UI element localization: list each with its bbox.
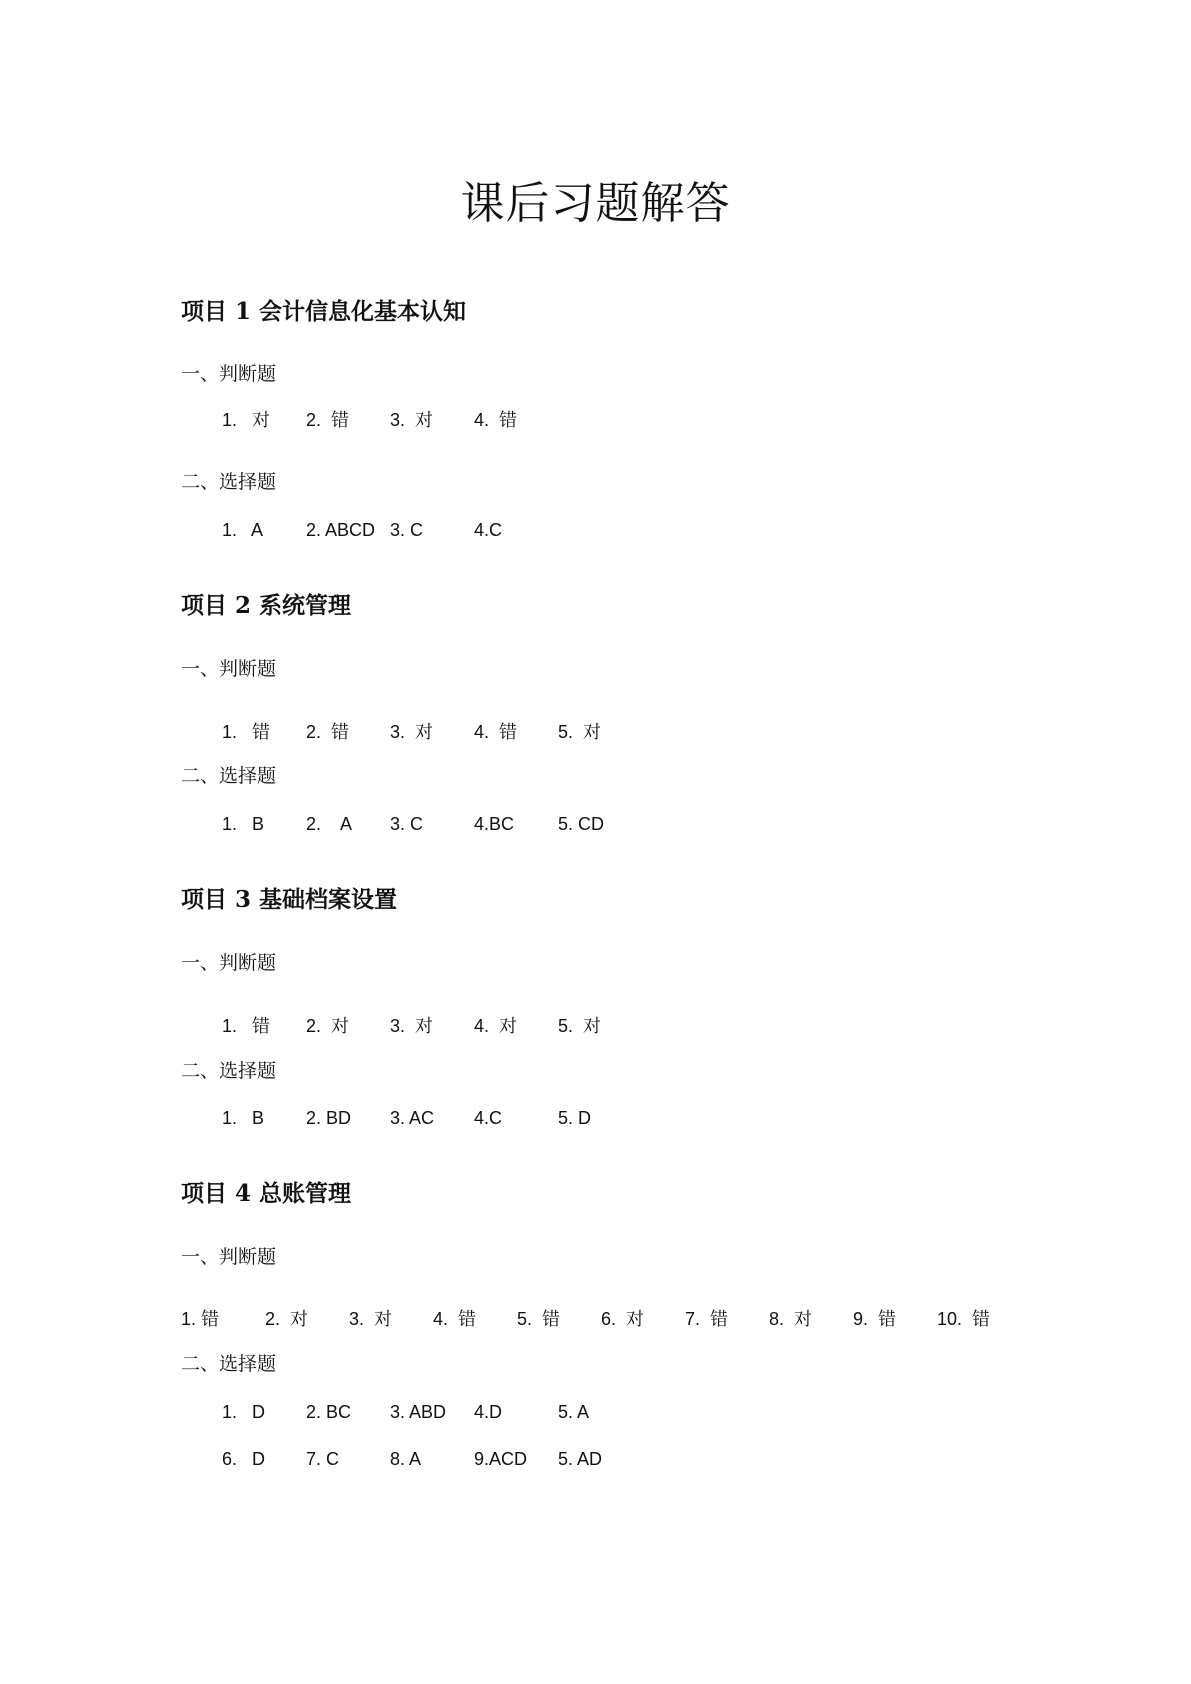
answer-item: 5. CD <box>558 814 605 834</box>
project-1-judge-answers <box>0 408 1191 432</box>
answer-item: 4. 错 <box>433 1309 477 1329</box>
answer-item: 2. ABCD <box>306 520 376 540</box>
answer-item: 1. A <box>222 520 264 540</box>
answer-item: 3. AC <box>390 1108 435 1128</box>
answer-item: 4. 错 <box>474 722 518 742</box>
project-1-choice-answers <box>0 518 1191 542</box>
answer-item: 1. B <box>222 1108 265 1128</box>
answer-item: 4. 对 <box>474 1016 518 1036</box>
project-3-heading: 项目 3 基础档案设置 <box>181 886 398 913</box>
answer-item: 5. A <box>558 1402 590 1422</box>
answer-item: 6. D <box>222 1449 266 1469</box>
answer-item: 1. 对 <box>222 410 271 430</box>
answer-item: 1. B <box>222 814 265 834</box>
project-4-judge-title: 一、判断题 <box>181 1246 277 1268</box>
answer-item: 6. 对 <box>601 1309 645 1329</box>
project-1-judge-title: 一、判断题 <box>181 363 277 385</box>
answer-item: 7. C <box>306 1449 340 1469</box>
answer-item: 8. 对 <box>769 1309 813 1329</box>
project-2-judge-title: 一、判断题 <box>181 658 277 680</box>
answer-item: 3. 对 <box>349 1309 393 1329</box>
answer-item: 3. 对 <box>390 722 434 742</box>
answer-item: 4.C <box>474 520 503 540</box>
answer-item: 8. A <box>390 1449 422 1469</box>
answer-item: 5. 错 <box>517 1309 561 1329</box>
page-title: 课后习题解答 <box>460 178 731 229</box>
project-4-choice-answers-row-1 <box>0 1400 1191 1424</box>
project-1-heading: 项目 1 会计信息化基本认知 <box>181 298 467 325</box>
answer-item: 10. 错 <box>937 1309 991 1329</box>
answer-item: 3. 对 <box>390 410 434 430</box>
answer-item: 7. 错 <box>685 1309 729 1329</box>
answer-item: 4.D <box>474 1402 503 1422</box>
answer-item: 2. 对 <box>265 1309 309 1329</box>
project-2-choice-answers <box>0 812 1191 836</box>
answer-item: 1. 错 <box>222 1016 271 1036</box>
project-1-choice-title: 二、选择题 <box>181 471 277 493</box>
project-2-heading: 项目 2 系统管理 <box>181 592 352 619</box>
answer-item: 5. 对 <box>558 1016 602 1036</box>
answer-item: 2. BC <box>306 1402 352 1422</box>
answer-item: 1. D <box>222 1402 266 1422</box>
answer-item: 2. 错 <box>306 722 350 742</box>
project-4-choice-title: 二、选择题 <box>181 1353 277 1375</box>
project-3-choice-answers <box>0 1106 1191 1130</box>
project-2-choice-title: 二、选择题 <box>181 765 277 787</box>
project-3-choice-title: 二、选择题 <box>181 1060 277 1082</box>
answer-item: 9. 错 <box>853 1309 897 1329</box>
answer-item: 4. 错 <box>474 410 518 430</box>
answer-item: 5. AD <box>558 1449 603 1469</box>
project-2-judge-answers <box>0 720 1191 744</box>
answer-item: 5. D <box>558 1108 592 1128</box>
project-4-choice-answers-row-2 <box>0 1447 1191 1471</box>
project-4-heading: 项目 4 总账管理 <box>181 1180 352 1207</box>
answer-item: 3. C <box>390 520 424 540</box>
answer-item: 4.C <box>474 1108 503 1128</box>
project-3-judge-title: 一、判断题 <box>181 952 277 974</box>
answer-item: 3. 对 <box>390 1016 434 1036</box>
answer-item: 9.ACD <box>474 1449 528 1469</box>
project-3-judge-answers <box>0 1014 1191 1038</box>
answer-item: 3. C <box>390 814 424 834</box>
answer-item: 4.BC <box>474 814 515 834</box>
answer-item: 2. 错 <box>306 410 350 430</box>
project-4-judge-answers <box>0 1307 1191 1331</box>
answer-item: 1. 错 <box>222 722 271 742</box>
answer-item: 5. 对 <box>558 722 602 742</box>
answer-item: 3. ABD <box>390 1402 447 1422</box>
answer-item: 2. BD <box>306 1108 352 1128</box>
answer-item: 2. A <box>306 814 353 834</box>
answer-item: 1. 错 <box>181 1309 220 1329</box>
answer-item: 2. 对 <box>306 1016 350 1036</box>
